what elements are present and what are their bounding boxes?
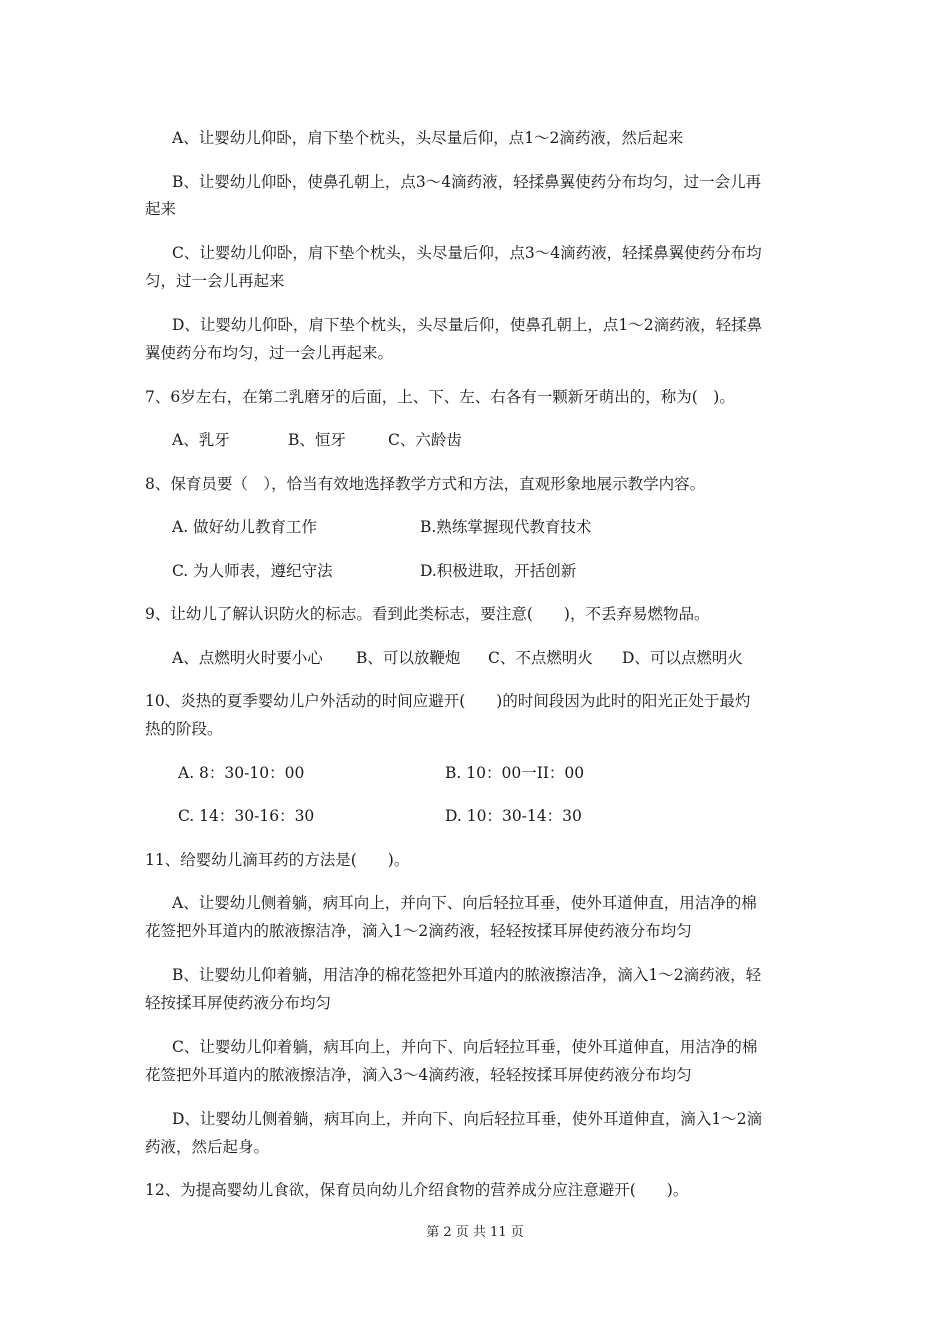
option-9b: B、可以放鞭炮 [356,649,461,667]
option-7a: A、乳牙 [172,431,230,449]
question-7: 7、6岁左右，在第二乳磨牙的后面，上、下、左、右各有一颗新牙萌出的，称为( )。 [145,388,735,406]
option-6b-line2: 起来 [145,200,177,218]
option-11b-line1: B、让婴幼儿仰着躺，用洁净的棉花签把外耳道内的脓液擦洁净，滴入1～2滴药液，轻 [172,966,762,984]
option-8b: B.熟练掌握现代教育技术 [420,518,592,536]
option-11a-line1: A、让婴幼儿侧着躺，病耳向上，并向下、向后轻拉耳垂，使外耳道伸直，用洁净的棉 [172,894,757,912]
option-8a: A. 做好幼儿教育工作 [172,518,318,536]
question-10-line1: 10、炎热的夏季婴幼儿户外活动的时间应避开( )的时间段因为此时的阳光正处于最灼 [145,692,751,710]
question-9: 9、让幼儿了解认识防火的标志。看到此类标志，要注意( )，不丢弃易燃物品。 [145,605,710,623]
option-11c-line2: 花签把外耳道内的脓液擦洁净，滴入3～4滴药液，轻轻按揉耳屏使药液分布均匀 [145,1066,692,1084]
option-11d-line1: D、让婴幼儿侧着躺，病耳向上，并向下、向后轻拉耳垂，使外耳道伸直，滴入1～2滴 [172,1110,763,1128]
option-6a: A、让婴幼儿仰卧，肩下垫个枕头，头尽量后仰，点1～2滴药液，然后起来 [172,129,684,147]
option-6c-line1: C、让婴幼儿仰卧，肩下垫个枕头，头尽量后仰，点3～4滴药液，轻揉鼻翼使药分布均 [172,244,762,262]
option-10d: D. 10：30-14：30 [445,807,582,825]
question-8: 8、保育员要（ ），恰当有效地选择教学方式和方法，直观形象地展示教学内容。 [145,475,706,493]
option-9c: C、不点燃明火 [488,649,593,667]
option-9d: D、可以点燃明火 [622,649,743,667]
option-6d-line2: 翼使药分布均匀，过一会儿再起来。 [145,344,394,362]
page-footer: 第 2 页 共 11 页 [426,1225,524,1240]
option-6d-line1: D、让婴幼儿仰卧，肩下垫个枕头，头尽量后仰，使鼻孔朝上，点1～2滴药液，轻揉鼻 [172,316,763,334]
option-8c: C. 为人师表，遵纪守法 [172,562,333,580]
option-7b: B、恒牙 [288,431,346,449]
option-11d-line2: 药液，然后起身。 [145,1138,270,1156]
question-10-line2: 热的阶段。 [145,720,223,738]
option-10b: B. 10：00一II：00 [445,764,585,782]
question-11: 11、给婴幼儿滴耳药的方法是( )。 [145,851,410,869]
option-10c: C. 14：30-16：30 [178,807,315,825]
option-9a: A、点燃明火时要小心 [172,649,323,667]
option-8d: D.积极进取，开括创新 [420,562,577,580]
option-11b-line2: 轻按揉耳屏使药液分布均匀 [145,994,332,1012]
question-12: 12、为提高婴幼儿食欲，保育员向幼儿介绍食物的营养成分应注意避开( )。 [145,1181,689,1199]
option-10a: A. 8：30-10：00 [178,764,305,782]
option-7c: C、六龄齿 [388,431,462,449]
option-11a-line2: 花签把外耳道内的脓液擦洁净，滴入1～2滴药液，轻轻按揉耳屏使药液分布均匀 [145,922,692,940]
option-6c-line2: 匀，过一会儿再起来 [145,272,285,290]
option-11c-line1: C、让婴幼儿仰着躺，病耳向上，并向下、向后轻拉耳垂，使外耳道伸直，用洁净的棉 [172,1038,758,1056]
option-6b-line1: B、让婴幼儿仰卧，使鼻孔朝上，点3～4滴药液，轻揉鼻翼使药分布均匀，过一会儿再 [172,173,762,191]
